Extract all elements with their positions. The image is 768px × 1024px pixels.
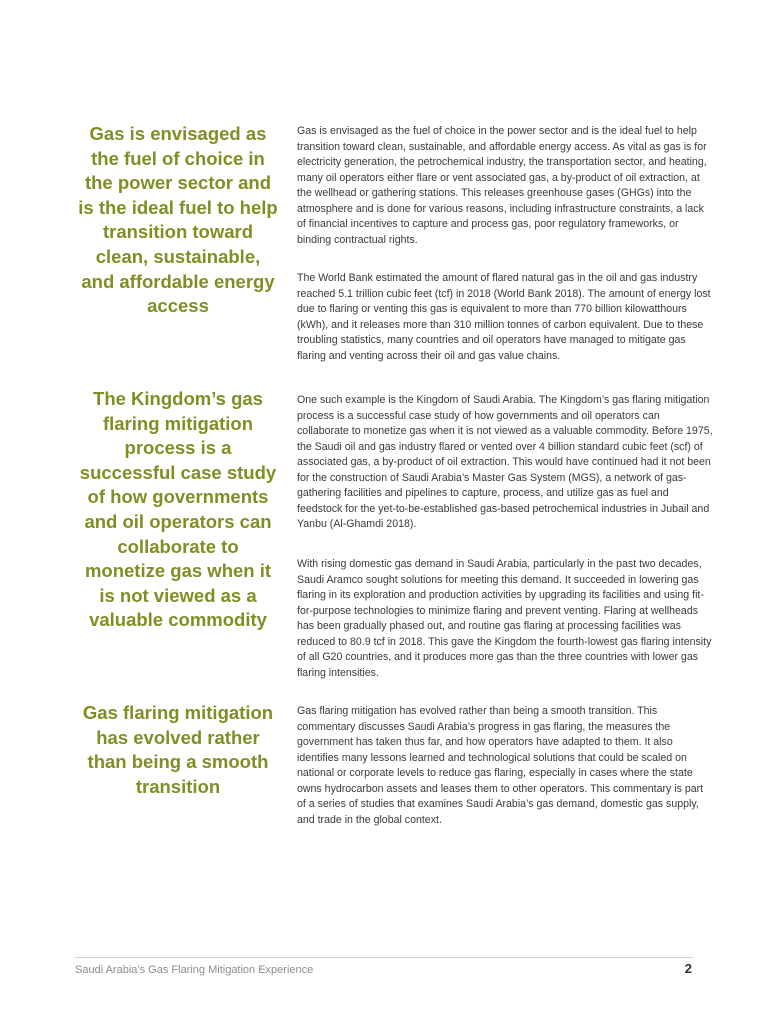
body-paragraph-rising-demand: With rising domestic gas demand in Saudi Arabia, particularly in the past two decades, Saudi Aramco sought solutions for meeting this demand. It succeeded in lowering gas flaring in its exploration and production activities by upgrading its facilities and using fit-for-purpose technologies to minimize flaring and prevent venting. Flaring at wellheads has been gradually phased out, and routine gas flaring at processing facilities was reduced to 80.9 tcf in 2018. This gave the Kingdom the fourth-lowest gas flaring intensity of all G20 countries, and it produces more gas than the three countries with lower gas flaring intensities. <box>297 558 712 679</box>
page-number: 2 <box>684 961 692 976</box>
pull-quote-evolved-transition: Gas flaring mitigation has evolved rather than being a smooth transition <box>82 702 274 797</box>
footer-document-title: Saudi Arabia’s Gas Flaring Mitigation Experience <box>75 964 314 976</box>
footer-divider <box>75 957 693 958</box>
body-paragraph-commentary-scope: Gas flaring mitigation has evolved rather than being a smooth transition. This commentary discusses Saudi Arabia’s progress in gas flaring, the measures the government has taken thus far, and how operators have adapted to them. It also identifies many lessons learned and technological solutions that could be scaled on national or corporate levels to reduce gas flaring, especially in cases where the state owns hydrocarbon assets and leases them to other operators. This commentary is part of a series of studies that examines Saudi Arabia’s gas demand, domestic gas supply, and trade in the global context. <box>297 705 704 826</box>
pull-quote-kingdom-case-study: The Kingdom’s gas flaring mitigation process is a successful case study of how governments and oil operators can collaborate to monetize gas when it is not viewed as a valuable commodity <box>79 388 277 631</box>
body-paragraph-gas-fuel-of-choice: Gas is envisaged as the fuel of choice in the power sector and is the ideal fuel to help transition toward clean, sustainable, and affordable energy access. As vital as gas is for electricity generation, the petrochemical industry, the transportation sector, and heating, many oil operators either flare or vent associated gas, a by-product of oil extraction, at the wellhead or gathering stations. This releases greenhouse gases (GHGs) into the atmosphere and is done for various reasons, including infrastructure constraints, a lack of financial incentives to capture and process gas, poor regulatory frameworks, or binding contractual rights. <box>297 125 707 246</box>
pull-quote-fuel-of-choice: Gas is envisaged as the fuel of choice in the power sector and is the ideal fuel to help transition toward clean, sustainable, and affordable energy access <box>78 123 278 317</box>
body-paragraph-saudi-example: One such example is the Kingdom of Saudi Arabia. The Kingdom’s gas flaring mitigation process is a successful case study of how governments and oil operators can collaborate to monetize gas when it is not viewed as a valuable commodity. Before 1975, the Saudi oil and gas industry flared or vented over 4 billion standard cubic feet (scf) of associated gas, a by-product of oil extraction. This would have continued had it not been for the construction of Saudi Arabia’s Master Gas System (MGS), a network of gas-gathering facilities and pipelines to capture, process, and utilize gas as fuel and feedstock for the yet-to-be-established gas-based petrochemical industries in Jubail and Yanbu (Al-Ghamdi 2018). <box>297 394 713 530</box>
body-paragraph-world-bank-estimate: The World Bank estimated the amount of flared natural gas in the oil and gas industry reached 5.1 trillion cubic feet (tcf) in 2018 (World Bank 2018). The amount of energy lost due to flaring or venting this gas is equivalent to more than 770 billion kilowatthours (kWh), and it releases more than 310 million tonnes of carbon equivalent. Due to these troubling statistics, many countries and oil operators have managed to mitigate gas flaring and venting across their oil and gas value chains. <box>297 272 711 362</box>
